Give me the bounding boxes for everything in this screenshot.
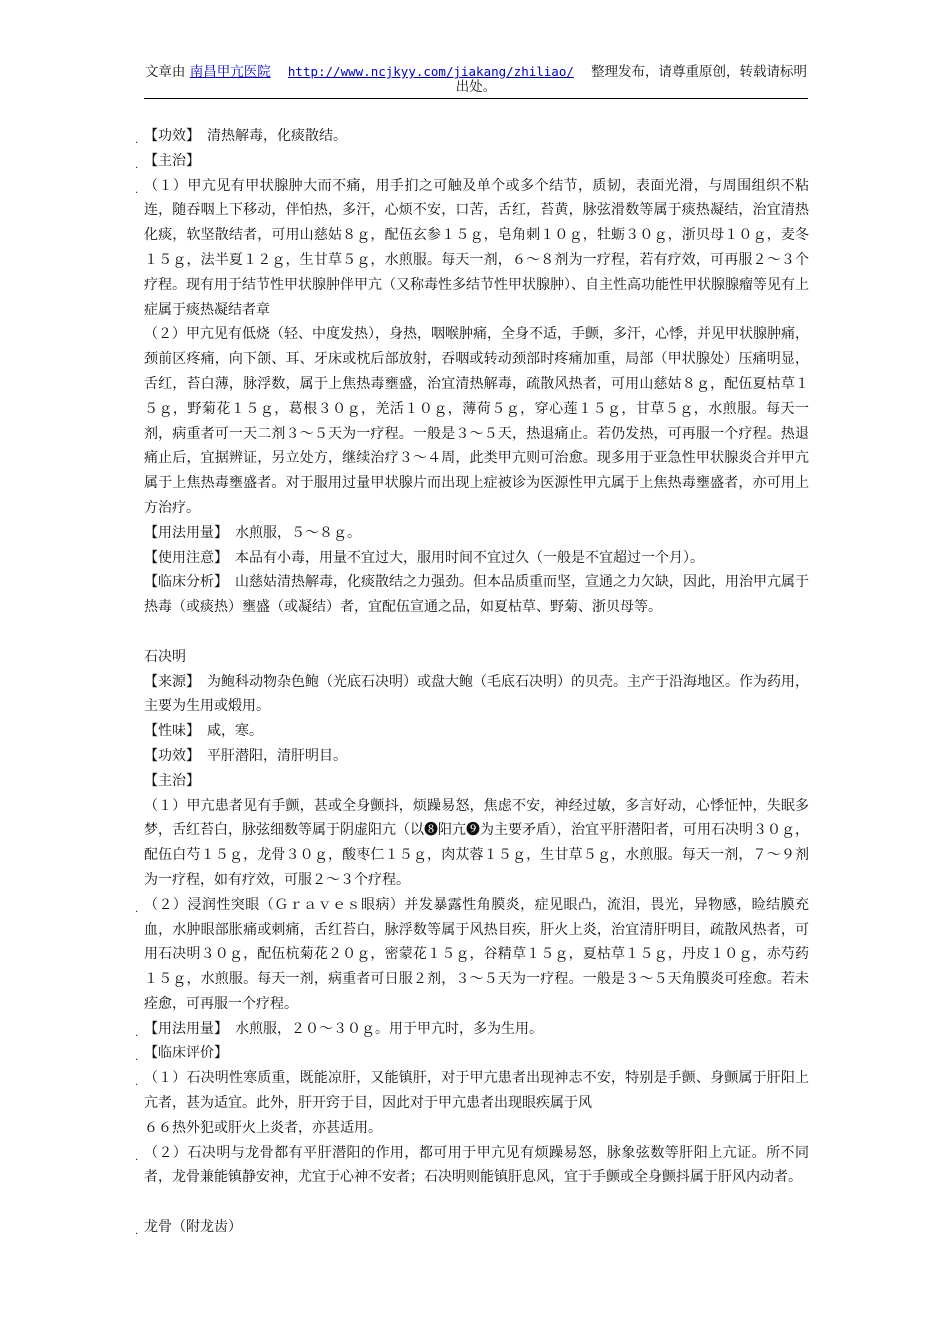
nature-line: 【性味】 咸，寒。 <box>144 723 263 740</box>
url-link[interactable]: http://www.ncjkyy.com/jiakang/zhiliao/ <box>287 64 574 79</box>
edit-mark: . <box>135 903 139 915</box>
site-link[interactable]: 南昌甲亢医院 <box>189 64 271 80</box>
indication-paragraph-4: . （２）浸润性突眼（Ｇｒａｖｅｓ眼病）并发暴露性角膜炎，症见眼凸，流泪，畏光，异物感，睑结膜充血，水肿眼部胀痛或刺痛，舌红苔白，脉浮数等属于风热目疾，肝火上炎，治宜清肝明目，疏散风热者，可用石决明３０ｇ，配伍杭菊花２０ｇ，密蒙花１５ｇ，谷精草１５ｇ，夏枯草１５ｇ，丹皮１０ｇ，赤芍药１５ｇ，水煎服。每天一剂，病重者可日服２剂，３～５天为一疗程。一般是３～５天角膜炎可痊愈。若未痊愈，可再服一个疗程。 <box>135 896 809 1012</box>
section-title-shijueming: 石决明 <box>144 648 186 665</box>
header-suffix: 整理发布，请尊重原创，转载请标明 <box>591 64 808 80</box>
evaluation-paragraph-2: . （２）石决明与龙骨都有平肝潜阳的作用，都可用于甲亢见有烦躁易怒，脉象弦数等肝阳上亢证。所不同者，龙骨兼能镇静安神，尤宜于心神不安者；石决明则能镇肝息风，宜于手颤或全身颤抖属于肝风内动者。 <box>135 1144 809 1186</box>
caution-line: 【使用注意】 本品有小毒，用量不宜过大，服用时间不宜过久（一般是不宜超过一个月）。 <box>144 549 704 566</box>
evaluation-paragraph-1: . （１）石决明性寒质重，既能凉肝，又能镇肝，对于甲亢患者出现神志不安，特别是手颤、身颤属于肝阳上亢者，甚为适宜。此外，肝开窍于目，因此对于甲亢患者出现眼疾属于风 <box>135 1070 809 1112</box>
clinical-analysis: 【临床分析】 山慈姑清热解毒，化痰散结之力强劲。但本品质重而坚，宣通之力欠缺，因此，用治甲亢属于热毒（或痰热）壅盛（或凝结）者，宜配伍宣通之品，如夏枯草、野菊、浙贝母等。 <box>144 574 809 616</box>
dosage-line-2: . 【用法用量】 水煎服，２０～３０ｇ。用于甲亢时，多为生用。 <box>135 1020 543 1039</box>
header-divider <box>144 98 808 99</box>
header-line-1 <box>144 64 808 80</box>
edit-mark: . <box>135 135 139 146</box>
edit-mark: . <box>135 1027 139 1039</box>
source-paragraph: 【来源】 为鲍科动物杂色鲍（光底石决明）或盘大鲍（毛底石决明）的贝壳。主产于沿海地区。作为药用，主要为生用或煅用。 <box>144 673 809 715</box>
indication-paragraph-3: （１）甲亢患者见有手颤，甚或全身颤抖，烦躁易怒，焦虑不安，神经过敏，多言好动，心悸怔忡，失眠多梦，舌红苔白，脉弦细数等属于阴虚阳亢（以❽阳亢❾为主要矛盾），治宜平肝潜阳者，可用石决明３０ｇ，配伍白芍１５ｇ，龙骨３０ｇ，酸枣仁１５ｇ，肉苁蓉１５ｇ，生甘草５ｇ，水煎服。每天一剂，７～９剂为一疗程，如有疗效，可服２～３个疗程。 <box>144 797 809 888</box>
section-title-longgu: . 龙骨（附龙齿） <box>135 1219 242 1238</box>
page-header <box>144 64 808 95</box>
edit-mark: . <box>135 184 139 196</box>
document-body <box>135 124 809 1240</box>
indication-paragraph-1: . （１）甲亢见有甲状腺肿大而不痛，用手扪之可触及单个或多个结节，质韧，表面光滑，与周围组织不粘连，随吞咽上下移动，伴怕热，多汗，心烦不安，口苦，舌红，苔黄，脉弦滑数等属于痰热凝结，治宜清热化痰，软坚散结者，可用山慈姑８ｇ，配伍玄参１５ｇ，皂角刺１０ｇ，牡蛎３０ｇ，浙贝母１０ｇ，麦冬１５ｇ，法半夏１２ｇ，生甘草５ｇ，水煎服。每天一剂，６～８剂为一疗程，若有疗效，可再服２～３个疗程。现有用于结节性甲状腺肿伴甲亢（又称毒性多结节性甲状腺肿）、自主性高功能性甲状腺腺瘤等见有上症属于痰热凝结者章 <box>135 177 809 318</box>
edit-mark: . <box>135 1151 139 1163</box>
header-line-2: 出处。 <box>455 79 497 95</box>
clinical-evaluation-heading: . 【临床评价】 <box>135 1045 228 1064</box>
edit-mark: . <box>135 1226 139 1238</box>
indication-heading: . 【主治】 <box>135 152 200 171</box>
indication-paragraph-2: （２）甲亢见有低烧（轻、中度发热），身热，咽喉肿痛，全身不适，手颤，多汗，心悸，并见甲状腺肿痛，颈前区疼痛，向下颌、耳、牙床或枕后部放射，吞咽或转动颈部时疼痛加重，局部（甲状腺处）压痛明显，舌红，苔白薄，脉浮数，属于上焦热毒壅盛，治宜清热解毒，疏散风热者，可用山慈姑８ｇ，配伍夏枯草１５ｇ，野菊花１５ｇ，葛根３０ｇ，羌活１０ｇ，薄荷５ｇ，穿心莲１５ｇ，甘草５ｇ，水煎服。每天一剂，病重者可一天二剂３～５天为一疗程。一般是３～５天，热退痛止。若仍发热，可再服一个疗程。热退痛止后，宜据辨证，另立处方，继续治疗３～４周，此类甲亢则可治愈。现多用于亚急性甲状腺炎合并甲亢属于上焦热毒壅盛者。对于服用过量甲状腺片而出现上症被诊为医源性甲亢属于上焦热毒壅盛者，亦可用上方治疗。 <box>144 326 809 516</box>
edit-mark: . <box>135 159 139 171</box>
efficacy-line: . 【功效】 清热解毒，化痰散结。 <box>135 128 347 146</box>
indication-heading-2: 【主治】 <box>144 772 200 789</box>
edit-mark: . <box>135 1052 139 1064</box>
evaluation-paragraph-1-cont: ６６热外犯或肝火上炎者，亦甚适用。 <box>144 1119 382 1136</box>
header-prefix: 文章由 <box>144 64 186 80</box>
efficacy-line-2: 【功效】 平肝潜阳，清肝明目。 <box>144 747 347 764</box>
dosage-line: 【用法用量】 水煎服，５～８ｇ。 <box>144 524 361 541</box>
edit-mark: . <box>135 1077 139 1089</box>
